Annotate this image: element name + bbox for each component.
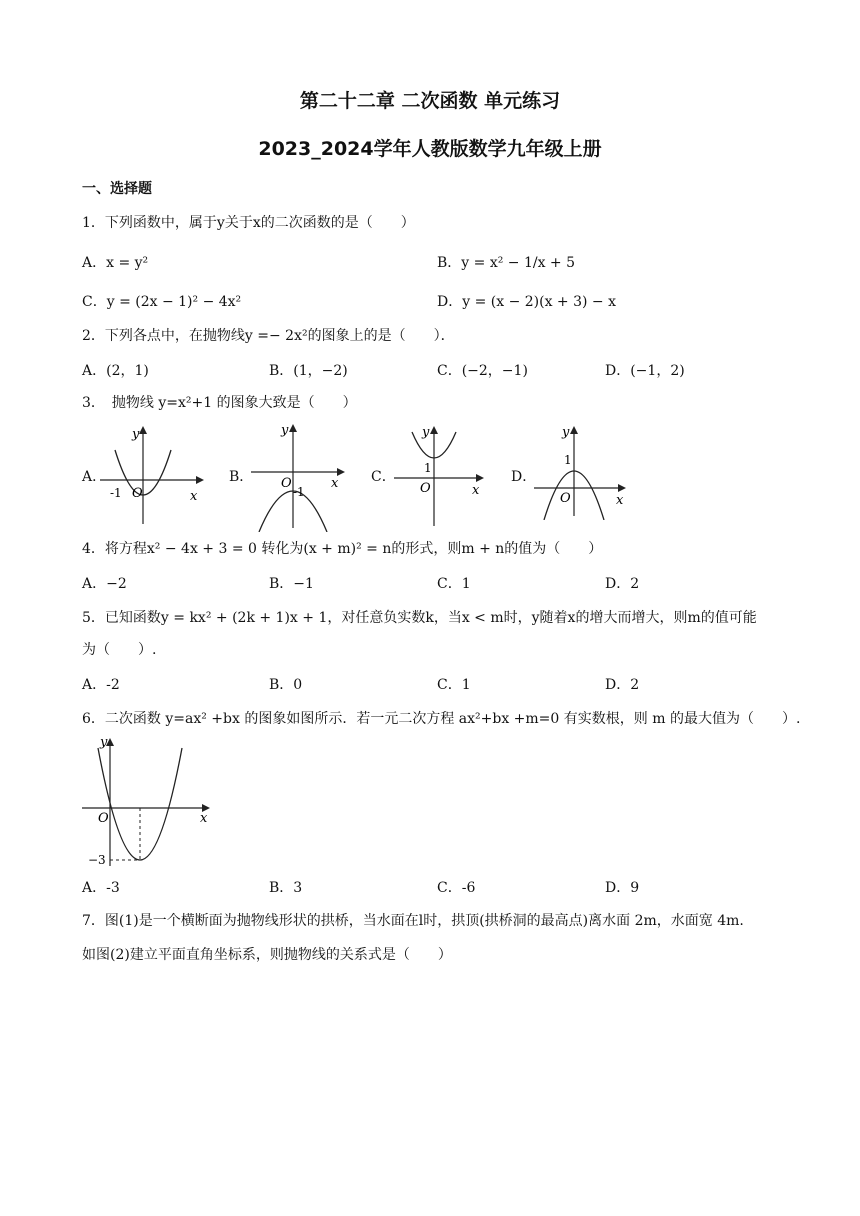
q3-graph-c-x-label: x	[472, 483, 480, 498]
q7-stem-line-2: 如图(2)建立平面直角坐标系，则抛物线的关系式是（ ）	[82, 947, 452, 963]
q3-graph-c-origin: O	[420, 481, 431, 496]
q5-option-c: C．1	[437, 677, 471, 693]
q6-option-d: D．9	[605, 880, 640, 896]
q5-option-b: B．0	[269, 677, 303, 693]
q3-graph-c-tick: 1	[424, 461, 432, 475]
q3-graph-b-x-label: x	[331, 476, 339, 491]
q4-option-c: C．1	[437, 576, 471, 592]
q5-stem-line-1: 5．已知函数y = kx² + (2k + 1)x + 1，对任意负实数k，当x < m时，y随着x的增大而增大，则m的值可能	[82, 610, 757, 626]
q3-graph-b-origin: O	[281, 476, 292, 491]
q5-option-a: A．-2	[82, 677, 120, 693]
q1-stem: 1．下列函数中，属于y关于x的二次函数的是（ ）	[82, 215, 415, 231]
q2-option-b: B．(1，−2)	[269, 363, 348, 379]
q2-option-a: A．(2，1)	[82, 363, 149, 379]
q2-option-d: D．(−1，2)	[605, 363, 685, 379]
q7-stem-line-1: 7．图(1)是一个横断面为抛物线形状的拱桥，当水面在l时，拱顶(拱桥洞的最高点)离水面 2m，水面宽 4m.	[82, 913, 744, 929]
q3-graph-a-y-label: y	[132, 427, 140, 442]
q3-graph-a	[98, 420, 206, 528]
q6-option-a: A．-3	[82, 880, 120, 896]
section-heading: 一、选择题	[82, 181, 152, 197]
q2-option-c: C．(−2，−1)	[437, 363, 528, 379]
q6-graph-origin: O	[98, 811, 109, 826]
q3-graph-d-x-label: x	[616, 493, 624, 508]
title-line-2: 2023_2024学年人教版数学九年级上册	[258, 138, 602, 160]
q3-graph-d-y-label: y	[562, 425, 570, 440]
q6-graph-tick: −3	[88, 853, 106, 867]
q3-option-d: D．	[511, 469, 537, 485]
q4-option-d: D．2	[605, 576, 640, 592]
q4-option-b: B．−1	[269, 576, 314, 592]
q5-stem-line-2: 为（ ）.	[82, 642, 157, 658]
q3-option-a: A．	[82, 469, 107, 485]
q6-option-c: C．-6	[437, 880, 476, 896]
q5-option-d: D．2	[605, 677, 640, 693]
q1-option-c: C．y = (2x − 1)² − 4x²	[82, 294, 242, 310]
q1-option-d: D．y = (x − 2)(x + 3) − x	[437, 294, 617, 310]
q6-graph-x-label: x	[200, 811, 208, 826]
q6-graph	[80, 734, 214, 870]
q3-graph-a-tick: -1	[110, 486, 122, 500]
q3-graph-b	[245, 420, 353, 532]
q3-option-c: C．	[371, 469, 396, 485]
q3-graph-c	[390, 420, 490, 530]
q4-stem: 4．将方程x² − 4x + 3 = 0 转化为(x + m)² = n的形式，则m + n的值为（ ）	[82, 541, 603, 557]
q1-option-a: A．x = y²	[82, 255, 149, 271]
q3-graph-b-y-label: y	[281, 423, 289, 438]
q6-graph-y-label: y	[100, 735, 108, 750]
q3-graph-d	[530, 420, 634, 520]
q3-stem: 3． 抛物线 y=x²+1 的图象大致是（ ）	[82, 395, 357, 411]
title-line-1: 第二十二章 二次函数 单元练习	[299, 90, 561, 112]
q4-option-a: A．−2	[82, 576, 127, 592]
q6-stem: 6．二次函数 y=ax² +bx 的图象如图所示．若一元二次方程 ax²+bx +m=0 有实数根，则 m 的最大值为（ ）.	[82, 711, 801, 727]
q3-graph-c-y-label: y	[422, 425, 430, 440]
q2-stem: 2．下列各点中，在抛物线y =− 2x²的图象上的是（ ）．	[82, 328, 455, 344]
q1-option-b: B．y = x² − 1/x + 5	[437, 255, 576, 271]
q3-graph-d-origin: O	[560, 491, 571, 506]
q6-option-b: B．3	[269, 880, 303, 896]
q3-option-b: B．	[229, 469, 254, 485]
q3-graph-a-x-label: x	[190, 489, 198, 504]
q3-graph-d-tick: 1	[564, 453, 572, 467]
q3-graph-a-origin: O	[132, 486, 143, 501]
q3-graph-b-tick: -1	[293, 485, 305, 499]
